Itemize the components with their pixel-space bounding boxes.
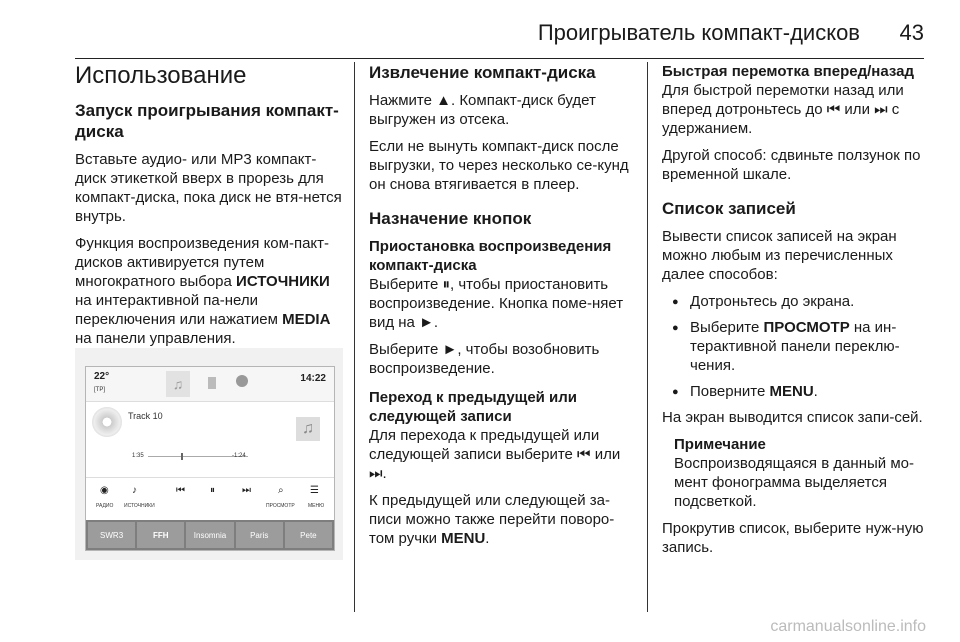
menu-keyword: MENU — [769, 383, 814, 400]
subsection-heading: Извлечение компакт-диска — [369, 63, 596, 82]
previous-track-icon: ⏮ — [826, 101, 841, 118]
pause-icon[interactable]: ⏸ — [210, 485, 215, 496]
paragraph: Если не вынуть компакт-диск после выгрузки, то через несколько се-кунд он снова втягивается в плеер. — [369, 138, 629, 193]
paragraph: Для быстрой перемотки назад или вперед дотроньтесь до ⏮ или ⏭ с удержанием. — [662, 82, 904, 137]
info-icon[interactable] — [236, 375, 248, 387]
previous-track-icon: ⏮ — [577, 446, 591, 463]
browse-keyword: ПРОСМОТР — [763, 319, 850, 336]
sources-icon[interactable]: ♪ — [132, 485, 137, 496]
minor-heading: Приостановка воспроизведения компакт-диска — [369, 238, 612, 274]
note-text: Воспроизводящаяся в данный мо-мент фонограмма выделяется подсветкой. — [674, 455, 914, 510]
remaining-time: -1:24 — [232, 453, 246, 459]
next-track-icon: ⏭ — [369, 465, 383, 482]
cd-disc-icon — [92, 407, 122, 437]
preset-button[interactable]: Insomnia — [186, 522, 233, 548]
paragraph: Прокрутив список, выберите нуж-ную запись. — [662, 520, 924, 556]
preset-button[interactable]: Pete — [285, 522, 332, 548]
header-title: Проигрыватель компакт-дисков — [537, 20, 860, 45]
bullet-list — [662, 292, 924, 401]
browse-label: ПРОСМОТР — [266, 503, 295, 509]
page-header — [75, 14, 924, 50]
paragraph: Другой способ: сдвиньте ползунок по временной шкале. — [662, 147, 921, 183]
browse-search-icon[interactable]: ⌕ — [278, 485, 284, 496]
paragraph: Функция воспроизведения ком-пакт-дисков активируется путем многократного выбора ИСТОЧНИКИ на интерактивной па-нели переключения или нажатием MEDIA на панели управления. — [75, 235, 331, 347]
tp-indicator: [TP] — [94, 387, 106, 393]
list-item: ● Поверните MENU. — [662, 382, 924, 401]
header-rule — [75, 58, 924, 59]
menu-keyword: MENU — [441, 530, 486, 547]
media-keyword: MEDIA — [282, 311, 331, 328]
preset-bar — [86, 520, 334, 550]
screen-display — [85, 366, 335, 551]
play-icon: ► — [419, 314, 434, 331]
paragraph: Нажмите ▲. Компакт-диск будет выгружен из отсека. — [369, 92, 596, 128]
column-3 — [662, 62, 924, 565]
temperature: 22° — [94, 371, 110, 382]
subsection-heading: Список записей — [662, 199, 796, 218]
preset-button[interactable]: Paris — [236, 522, 283, 548]
note-title: Примечание — [674, 436, 766, 453]
minor-heading: Быстрая перемотка вперед/назад — [662, 63, 914, 80]
music-note-icon[interactable]: ♫ — [166, 371, 190, 397]
paragraph: Для перехода к предыдущей или следующей записи выберите ⏮ или ⏭. — [369, 427, 621, 482]
menu-icon[interactable]: ☰ — [310, 485, 319, 496]
column-1 — [75, 62, 343, 356]
preset-button[interactable]: SWR3 — [88, 522, 135, 548]
paragraph: К предыдущей или следующей за-писи можно также перейти поворо-том ручки MENU. — [369, 492, 615, 547]
infotainment-screenshot — [75, 348, 343, 560]
clock: 14:22 — [300, 373, 326, 384]
subsection-heading: Запуск проигрывания компакт-диска — [75, 101, 339, 141]
page-number: 43 — [899, 20, 924, 45]
eject-icon: ▲ — [436, 92, 451, 109]
note-block — [674, 435, 924, 511]
list-item: ● Дотроньтесь до экрана. — [662, 292, 924, 311]
subsection-heading: Назначение кнопок — [369, 209, 532, 228]
next-track-icon[interactable]: ⏭ — [242, 485, 251, 496]
sources-keyword: ИСТОЧНИКИ — [236, 273, 330, 290]
sources-label: ИСТОЧНИКИ — [124, 503, 155, 509]
play-icon: ► — [442, 341, 458, 358]
column-2 — [369, 62, 635, 556]
pause-icon: ⏸ — [442, 276, 450, 293]
radio-icon[interactable]: ◉ — [100, 485, 109, 496]
section-heading: Использование — [75, 62, 247, 89]
list-item: ● Выберите ПРОСМОТР на ин-терактивной панели переклю-чения. — [662, 318, 924, 375]
track-title: Track 10 — [128, 411, 163, 421]
next-track-icon: ⏭ — [874, 101, 888, 118]
paragraph: Выберите ⏸, чтобы приостановить воспроизведение. Кнопка поме-няет вид на ►. — [369, 276, 624, 331]
radio-label: РАДИО — [96, 503, 114, 509]
watermark: carmanualsonline.info — [770, 618, 926, 635]
minor-heading: Переход к предыдущей или следующей записи — [369, 389, 578, 425]
elapsed-time: 1:35 — [132, 453, 144, 459]
progress-thumb[interactable] — [181, 453, 183, 460]
preset-button[interactable]: FFH — [137, 522, 184, 548]
paragraph: На экран выводится список запи-сей. — [662, 409, 923, 426]
column-divider — [354, 62, 355, 612]
album-art-icon: ♫ — [296, 417, 320, 441]
sd-card-icon[interactable] — [208, 377, 216, 389]
column-divider — [647, 62, 648, 612]
previous-track-icon[interactable]: ⏮ — [176, 485, 185, 496]
paragraph: Вывести список записей на экран можно любым из перечисленных далее способов: — [662, 228, 897, 283]
paragraph: Выберите ►, чтобы возобновить воспроизведение. — [369, 341, 600, 377]
menu-label: МЕНЮ — [308, 503, 325, 509]
paragraph: Вставьте аудио- или MP3 компакт-диск этикеткой вверх в прорезь для компакт-диска, пока диск не втя-нется внутрь. — [75, 151, 342, 225]
